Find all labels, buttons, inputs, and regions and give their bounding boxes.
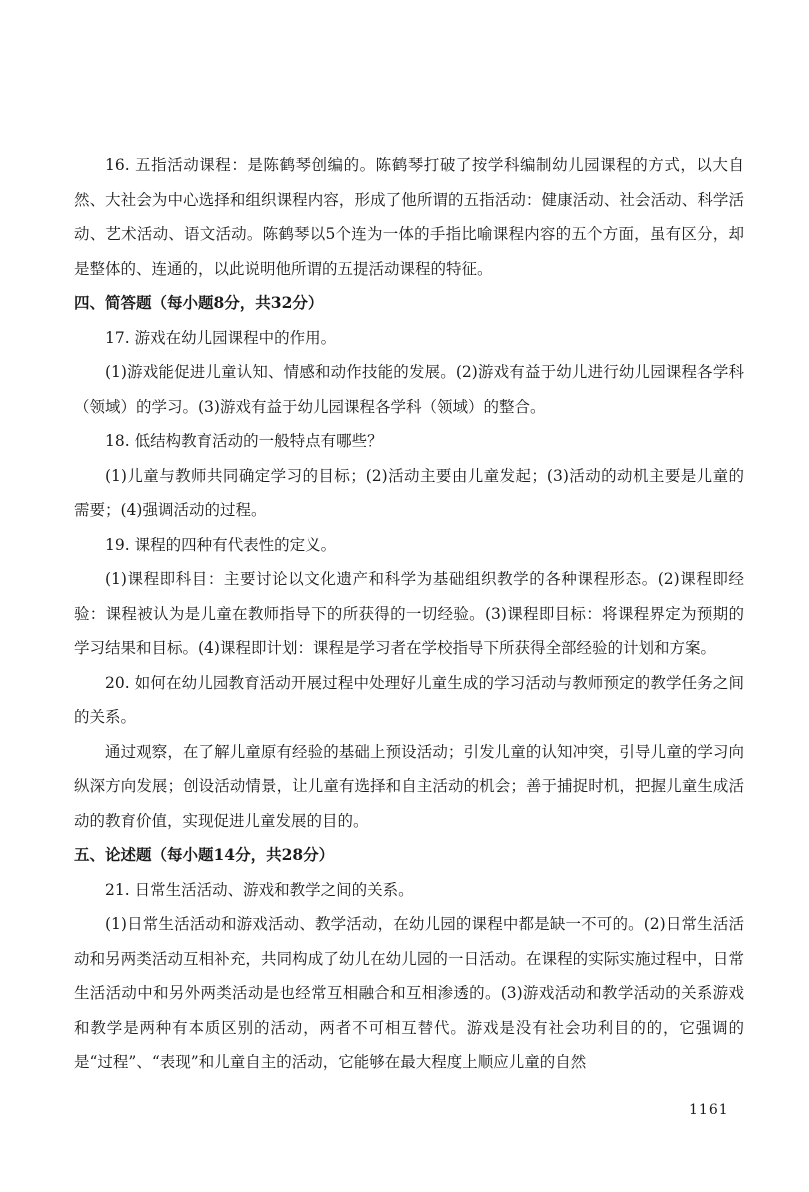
question-17: 17. 游戏在幼儿园课程中的作用。 [105, 328, 337, 347]
question-20: 20. 如何在幼儿园教育活动开展过程中处理好儿童生成的学习活动与教师预定的教学任务之间的关系。 [74, 673, 744, 726]
section-heading-short-answer: 四、简答题（每小题8分，共32分） [74, 293, 324, 312]
answer-19: (1)课程即科目：主要讨论以文化遗产和科学为基础组织教学的各种课程形态。(2)课程即经验：课程被认为是儿童在教师指导下的所获得的一切经验。(3)课程即目标：将课程界定为预期的学习结果和目标。(4)课程即计划：课程是学习者在学校指导下所获得全部经验的计划和方案。 [74, 570, 744, 657]
answer-20: 通过观察，在了解儿童原有经验的基础上预设活动；引发儿童的认知冲突，引导儿童的学习向纵深方向发展；创设活动情景，让儿童有选择和自主活动的机会；善于捕捉时机，把握儿童生成活动的教育价值，实现促进儿童发展的目的。 [74, 742, 744, 830]
question-19: 19. 课程的四种有代表性的定义。 [105, 535, 337, 554]
section-heading-essay: 五、论述题（每小题14分，共28分） [74, 845, 335, 864]
document-body [74, 148, 744, 1080]
answer-17: (1)游戏能促进儿童认知、情感和动作技能的发展。(2)游戏有益于幼儿进行幼儿园课程各学科（领域）的学习。(3)游戏有益于幼儿园课程各学科（领域）的整合。 [74, 363, 744, 416]
question-18: 18. 低结构教育活动的一般特点有哪些？ [105, 432, 383, 450]
answer-21: (1)日常生活活动和游戏活动、教学活动，在幼儿园的课程中都是缺一不可的。(2)日常生活活动和另两类活动互相补充，共同构成了幼儿在幼儿园的一日活动。在课程的实际实施过程中，日常生活活动中和另外两类活动是也经常互相融合和互相渗透的。(3)游戏活动和教学活动的关系游戏和教学是两种有本质区别的活动，两者不可相互替代。游戏是没有社会功利目的的，它强调的是“过程”、“表现”和儿童自主的活动，它能够在最大程度上顺应儿童的自然 [74, 915, 744, 1071]
paragraph-16: 16. 五指活动课程：是陈鹤琴创编的。陈鹤琴打破了按学科编制幼儿园课程的方式，以大自然、大社会为中心选择和组织课程内容，形成了他所谓的五指活动：健康活动、社会活动、科学活动、艺术活动、语文活动。陈鹤琴以5个连为一体的手指比喻课程内容的五个方面，虽有区分，却是整体的、连通的，以此说明他所谓的五提活动课程的特征。 [74, 156, 744, 278]
page-number: 1161 [689, 1102, 729, 1118]
answer-18: (1)儿童与教师共同确定学习的目标；(2)活动主要由儿童发起；(3)活动的动机主要是儿童的需要；(4)强调活动的过程。 [74, 466, 744, 519]
question-21: 21. 日常生活活动、游戏和教学之间的关系。 [105, 880, 414, 899]
